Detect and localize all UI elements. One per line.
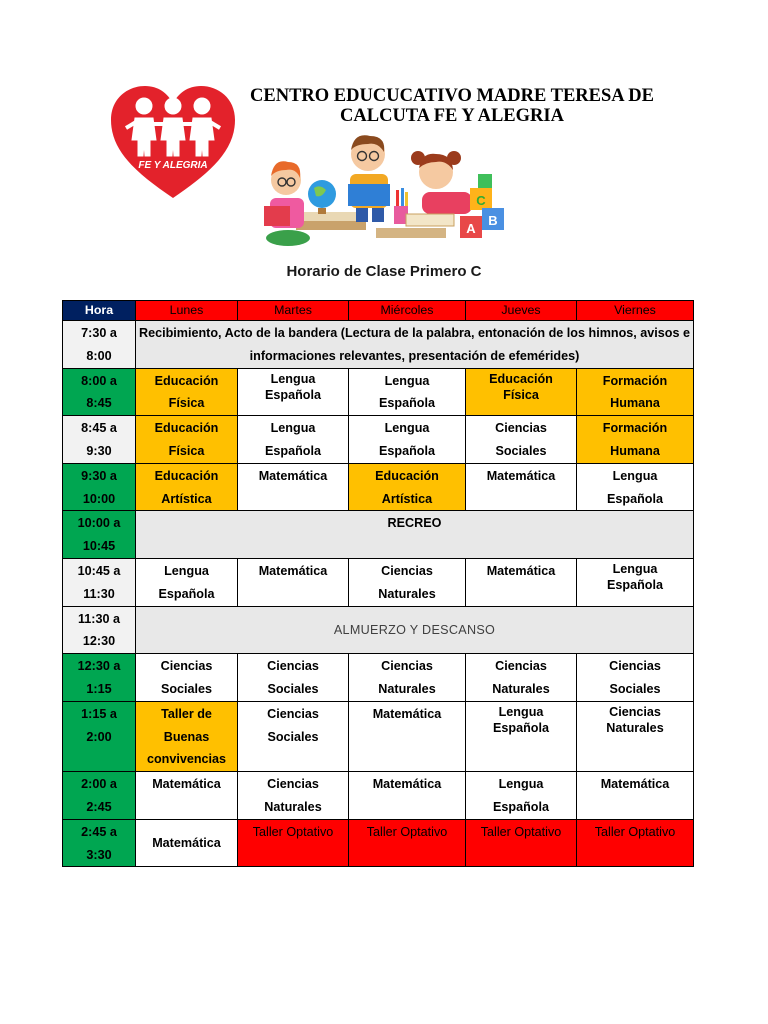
- time-end: 9:30: [86, 443, 112, 458]
- time-cell: [63, 368, 136, 416]
- welcome-activity-cell: Recibimiento, Acto de la bandera (Lectura de la palabra, entonación de los himnos, avisos e informaciones relevantes, presentación de efemérides): [136, 321, 694, 369]
- subject-line: Española: [265, 443, 321, 458]
- time-cell: [63, 772, 136, 820]
- subject-cell-martes: [238, 654, 349, 702]
- subject-line: Humana: [610, 396, 660, 411]
- subject-cell-martes: [238, 701, 349, 771]
- table-row: [63, 772, 694, 820]
- subject-line: Matemática: [486, 563, 556, 578]
- subject-cell-jueves: [466, 819, 577, 867]
- subject-cell-jueves: [466, 654, 577, 702]
- subject-line: Naturales: [492, 681, 550, 696]
- subject-line: Matemática: [152, 777, 221, 792]
- subject-line: Naturales: [378, 586, 436, 601]
- column-header-hora: Hora: [63, 301, 136, 321]
- table-row: [63, 463, 694, 511]
- subject-line: Física: [503, 387, 539, 402]
- subject-cell-miercoles: [349, 654, 466, 702]
- subject-line: Buenas: [163, 729, 210, 744]
- subject-line: Sociales: [267, 681, 319, 696]
- time-end: 8:00: [86, 348, 112, 363]
- table-row: [63, 654, 694, 702]
- subject-line: Lengua: [612, 468, 658, 483]
- time-cell: [63, 558, 136, 606]
- table-row: [63, 321, 694, 369]
- subject-line: Formación: [602, 373, 668, 388]
- subject-line: Artística: [161, 491, 212, 506]
- subject-line: Ciencias: [495, 421, 547, 436]
- subject-line: Matemática: [258, 468, 328, 483]
- subject-cell-viernes: [577, 701, 694, 771]
- time-start: 2:00 a: [81, 777, 117, 792]
- subject-line: convivencias: [146, 752, 227, 767]
- subject-line: Ciencias: [267, 659, 319, 674]
- table-row: [63, 368, 694, 416]
- recess-cell: RECREO: [136, 511, 694, 559]
- subject-line: Sociales: [267, 729, 319, 744]
- svg-text:C: C: [476, 193, 486, 208]
- class-schedule-table: [62, 300, 694, 867]
- subject-line: Matemática: [372, 706, 442, 721]
- subject-cell-martes: [238, 819, 349, 867]
- subject-cell-miercoles: [349, 772, 466, 820]
- subject-cell-miercoles: [349, 463, 466, 511]
- subject-line: Ciencias: [609, 704, 661, 719]
- subject-line: Sociales: [609, 681, 661, 696]
- subject-line: Taller Optativo: [480, 824, 562, 839]
- lunch-break-cell: ALMUERZO Y DESCANSO: [136, 606, 694, 654]
- subject-cell-martes: [238, 772, 349, 820]
- subject-line: Taller de: [161, 706, 212, 721]
- subject-line: Ciencias: [267, 706, 319, 721]
- subject-cell-miercoles: [349, 416, 466, 464]
- subject-line: Lengua: [164, 563, 209, 578]
- subject-line: Matemática: [372, 777, 442, 792]
- subject-line: Formación: [602, 421, 668, 436]
- subject-line: Educación: [154, 468, 219, 483]
- subject-line: Española: [493, 720, 549, 735]
- table-row: [63, 819, 694, 867]
- subject-cell-lunes: [136, 558, 238, 606]
- subject-line: Naturales: [606, 720, 664, 735]
- subject-cell-jueves: [466, 368, 577, 416]
- subject-line: Humana: [610, 443, 660, 458]
- subject-line: Lengua: [384, 373, 430, 388]
- table-row: [63, 606, 694, 654]
- subject-line: Española: [379, 443, 435, 458]
- time-end: 10:45: [82, 539, 116, 554]
- time-start: 9:30 a: [81, 468, 117, 483]
- column-header-lunes: Lunes: [136, 301, 238, 321]
- subject-line: Sociales: [160, 681, 213, 696]
- subject-line: Lengua: [612, 561, 658, 576]
- subject-cell-jueves: [466, 558, 577, 606]
- subject-line: Ciencias: [160, 659, 213, 674]
- fe-y-alegria-logo: [108, 84, 238, 200]
- time-cell: [63, 511, 136, 559]
- table-row: [63, 701, 694, 771]
- subject-cell-jueves: [466, 772, 577, 820]
- subject-line: Ciencias: [609, 659, 661, 674]
- subject-line: Ciencias: [381, 659, 433, 674]
- time-end: 1:15: [86, 681, 112, 696]
- subject-line: Española: [607, 577, 663, 592]
- svg-text:A: A: [466, 221, 476, 236]
- time-start: 1:15 a: [81, 706, 117, 721]
- schedule-title: Horario de Clase Primero C: [286, 263, 482, 280]
- subject-line: Lengua: [270, 421, 316, 436]
- subject-line: Matemática: [600, 777, 670, 792]
- time-cell: [63, 606, 136, 654]
- time-cell: [63, 819, 136, 867]
- time-end: 2:45: [86, 799, 112, 814]
- subject-cell-lunes: [136, 368, 238, 416]
- time-start: 10:00 a: [77, 516, 121, 531]
- subject-cell-jueves: [466, 416, 577, 464]
- subject-line: Naturales: [264, 799, 322, 814]
- time-end: 3:30: [86, 847, 112, 862]
- table-row: [63, 416, 694, 464]
- time-cell: [63, 701, 136, 771]
- subject-line: Educación: [154, 421, 219, 436]
- subject-cell-viernes: [577, 558, 694, 606]
- subject-line: Artística: [381, 491, 433, 506]
- time-cell: [63, 654, 136, 702]
- subject-cell-jueves: [466, 701, 577, 771]
- subject-line: Matemática: [486, 468, 556, 483]
- subject-line: Taller Optativo: [366, 824, 448, 839]
- subject-cell-viernes: [577, 368, 694, 416]
- subject-cell-viernes: [577, 772, 694, 820]
- subject-line: Ciencias: [381, 563, 433, 578]
- subject-cell-lunes: [136, 701, 238, 771]
- time-start: 11:30 a: [77, 611, 121, 626]
- table-row: [63, 511, 694, 559]
- subject-line: Naturales: [378, 681, 436, 696]
- subject-cell-martes: [238, 558, 349, 606]
- subject-cell-martes: [238, 416, 349, 464]
- subject-line: Educación: [489, 371, 553, 386]
- subject-line: Lengua: [498, 704, 544, 719]
- subject-line: Educación: [375, 468, 439, 483]
- column-header-miercoles: Miércoles: [349, 301, 466, 321]
- subject-line: Lengua: [384, 421, 430, 436]
- time-start: 7:30 a: [81, 326, 117, 340]
- subject-cell-viernes: [577, 463, 694, 511]
- school-name-line1: CENTRO EDUCUCATIVO MADRE TERESA DE: [250, 86, 654, 106]
- school-name-line2: CALCUTA FE Y ALEGRIA: [340, 106, 564, 126]
- subject-line: Matemática: [152, 836, 221, 851]
- subject-line: Lengua: [270, 371, 316, 386]
- time-start: 10:45 a: [77, 563, 121, 578]
- time-start: 12:30 a: [77, 659, 121, 674]
- subject-line: Española: [607, 491, 663, 506]
- school-name: [248, 86, 656, 126]
- time-cell: [63, 416, 136, 464]
- subject-cell-lunes: [136, 654, 238, 702]
- subject-cell-lunes: [136, 416, 238, 464]
- subject-cell-jueves: [466, 463, 577, 511]
- column-header-martes: Martes: [238, 301, 349, 321]
- subject-line: Española: [265, 387, 321, 402]
- subject-cell-viernes: [577, 819, 694, 867]
- subject-cell-miercoles: [349, 819, 466, 867]
- subject-line: Física: [168, 443, 205, 458]
- subject-line: Española: [158, 586, 215, 601]
- subject-line: Física: [168, 396, 205, 411]
- subject-line: Lengua: [498, 777, 544, 792]
- time-end: 2:00: [86, 729, 112, 744]
- time-cell: [63, 321, 136, 369]
- time-cell: [63, 463, 136, 511]
- time-start: 2:45 a: [81, 824, 117, 839]
- logo-text: FE Y ALEGRIA: [138, 160, 208, 171]
- subject-cell-viernes: [577, 654, 694, 702]
- time-start: 8:00 a: [81, 373, 117, 388]
- column-header-jueves: Jueves: [466, 301, 577, 321]
- subject-line: Taller Optativo: [594, 824, 676, 839]
- time-start: 8:45 a: [81, 421, 117, 436]
- time-end: 10:00: [82, 491, 116, 506]
- time-end: 11:30: [83, 586, 115, 601]
- time-end: 8:45: [86, 396, 112, 411]
- subject-cell-martes: [238, 463, 349, 511]
- svg-text:B: B: [488, 213, 498, 228]
- table-row: [63, 558, 694, 606]
- subject-line: Taller Optativo: [252, 824, 334, 839]
- subject-line: Ciencias: [495, 659, 547, 674]
- subject-line: Sociales: [495, 443, 547, 458]
- column-header-viernes: Viernes: [577, 301, 694, 321]
- subject-line: Española: [493, 799, 549, 814]
- subject-cell-martes: [238, 368, 349, 416]
- subject-cell-lunes: [136, 463, 238, 511]
- subject-line: Matemática: [258, 563, 328, 578]
- table-header-row: [63, 301, 694, 321]
- children-reading-illustration: [256, 128, 518, 256]
- subject-cell-lunes: [136, 772, 238, 820]
- subject-line: Española: [379, 396, 435, 411]
- subject-cell-lunes: [136, 819, 238, 867]
- subject-cell-miercoles: [349, 368, 466, 416]
- subject-line: Educación: [154, 373, 219, 388]
- subject-cell-miercoles: [349, 701, 466, 771]
- subject-cell-viernes: [577, 416, 694, 464]
- subject-line: Ciencias: [267, 777, 319, 792]
- subject-cell-miercoles: [349, 558, 466, 606]
- time-end: 12:30: [82, 634, 116, 649]
